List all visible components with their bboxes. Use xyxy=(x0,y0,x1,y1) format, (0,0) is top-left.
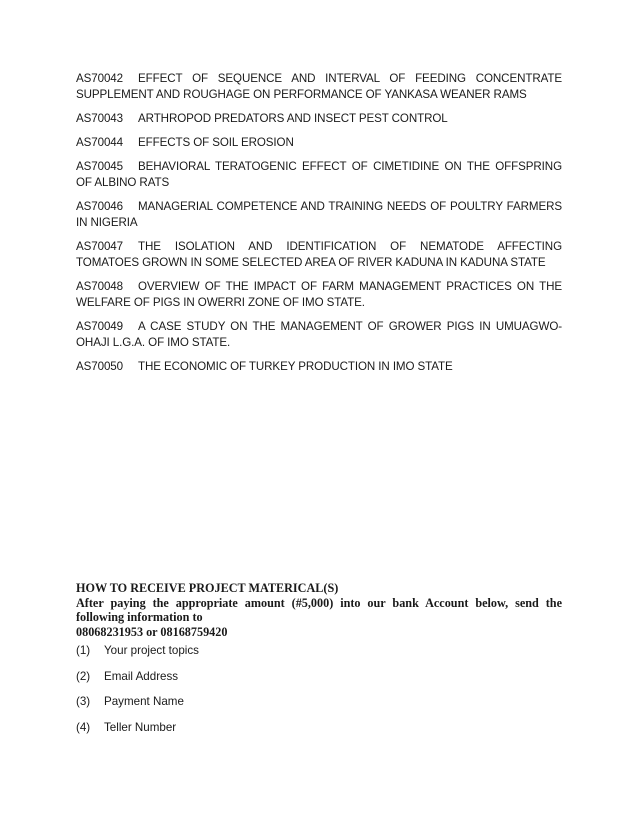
topic-title: OVERVIEW OF THE IMPACT OF FARM MANAGEMENT PRACTICES ON THE WELFARE OF PIGS IN OWERRI ZONE OF IMO STATE. xyxy=(76,280,562,309)
instructions-block xyxy=(76,581,562,639)
topic-item xyxy=(76,135,562,151)
topic-title: A CASE STUDY ON THE MANAGEMENT OF GROWER PIGS IN UMUAGWO-OHAJI L.G.A. OF IMO STATE. xyxy=(76,320,562,349)
topic-item xyxy=(76,159,562,191)
step-label: Teller Number xyxy=(104,720,177,734)
topic-item xyxy=(76,279,562,311)
step-number: (2) xyxy=(76,669,91,683)
topic-code: AS70046 xyxy=(76,200,124,213)
step-number: (4) xyxy=(76,720,91,734)
steps-list xyxy=(76,643,562,745)
topic-code: AS70048 xyxy=(76,280,124,293)
phone-numbers: 08068231953 or 08168759420 xyxy=(76,624,228,639)
instructions-body: After paying the appropriate amount (#5,000) into our bank Account below, send the following information to xyxy=(76,595,562,624)
topic-title: THE ISOLATION AND IDENTIFICATION OF NEMATODE AFFECTING TOMATOES GROWN IN SOME SELECTED AREA OF RIVER KADUNA IN KADUNA STATE xyxy=(76,240,562,269)
topic-title: MANAGERIAL COMPETENCE AND TRAINING NEEDS OF POULTRY FARMERS IN NIGERIA xyxy=(76,200,562,229)
topic-item xyxy=(76,319,562,351)
step-item xyxy=(76,694,562,710)
topic-title: EFFECT OF SEQUENCE AND INTERVAL OF FEEDING CONCENTRATE SUPPLEMENT AND ROUGHAGE ON PERFORMANCE OF YANKASA WEANER RAMS xyxy=(76,72,562,101)
topic-code: AS70043 xyxy=(76,112,124,125)
topic-title: THE ECONOMIC OF TURKEY PRODUCTION IN IMO STATE xyxy=(138,360,453,373)
topic-item xyxy=(76,199,562,231)
step-label: Email Address xyxy=(104,669,179,683)
topic-code: AS70044 xyxy=(76,136,124,149)
topic-code: AS70045 xyxy=(76,160,124,173)
topic-title: EFFECTS OF SOIL EROSION xyxy=(138,136,294,149)
step-label: Payment Name xyxy=(104,695,184,708)
topic-code: AS70042 xyxy=(76,72,124,85)
topic-code: AS70047 xyxy=(76,240,124,253)
step-label: Your project topics xyxy=(104,644,199,657)
step-item xyxy=(76,720,562,736)
topic-item xyxy=(76,359,562,375)
topic-code: AS70049 xyxy=(76,320,124,333)
step-number: (1) xyxy=(76,644,91,657)
topic-title: ARTHROPOD PREDATORS AND INSECT PEST CONTROL xyxy=(138,112,448,125)
topic-title: BEHAVIORAL TERATOGENIC EFFECT OF CIMETIDINE ON THE OFFSPRING OF ALBINO RATS xyxy=(76,160,562,189)
topic-list xyxy=(76,71,562,383)
topic-item xyxy=(76,71,562,103)
topic-code: AS70050 xyxy=(76,360,124,373)
step-item xyxy=(76,669,562,685)
topic-item xyxy=(76,239,562,271)
topic-item xyxy=(76,111,562,127)
instructions-heading: HOW TO RECEIVE PROJECT MATERICAL(S) xyxy=(76,581,339,595)
step-item xyxy=(76,643,562,659)
step-number: (3) xyxy=(76,695,91,708)
